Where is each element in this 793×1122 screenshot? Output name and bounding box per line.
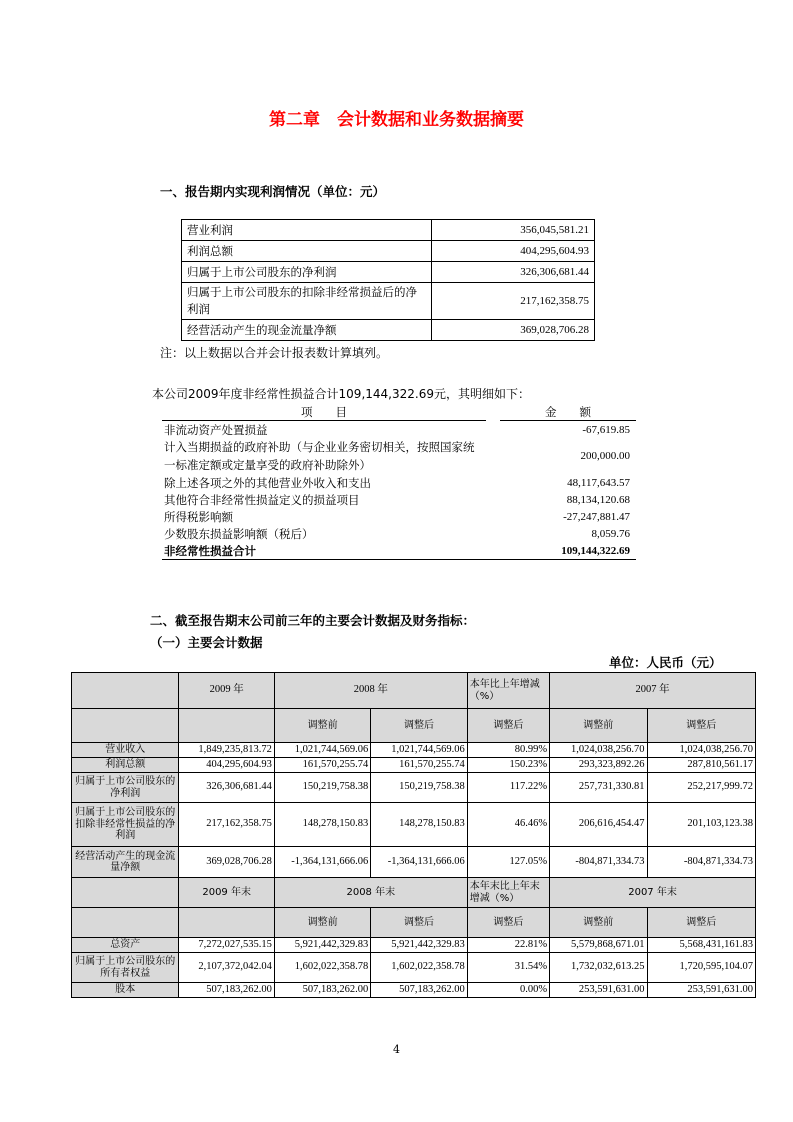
row-label: 归属于上市公司股东的所有者权益 — [72, 953, 179, 983]
row-label: 利润总额 — [182, 241, 432, 262]
table-row — [162, 421, 636, 439]
row-label: 非流动资产处置损益 — [164, 422, 268, 437]
cell: 148,278,150.83 — [371, 803, 467, 847]
col-2007-after: 调整后 — [647, 709, 756, 743]
col-change-after: 调整后 — [467, 908, 549, 938]
table-row — [72, 773, 756, 803]
unit-label: 单位：人民币（元） — [609, 655, 722, 670]
cell: 5,921,442,329.83 — [371, 938, 467, 953]
table-row — [162, 525, 636, 542]
col-2007-before: 调整前 — [550, 709, 647, 743]
cell: -1,364,131,666.06 — [274, 847, 370, 878]
section1-heading: 一、报告期内实现利润情况（单位：元） — [160, 184, 386, 199]
col-amount-header: 金 额 — [500, 403, 636, 421]
section2-heading: 二、截至报告期末公司前三年的主要会计数据及财务指标： — [150, 613, 476, 628]
cell: 161,570,255.74 — [371, 758, 467, 773]
row-label: 所得税影响额 — [164, 509, 233, 524]
col-change-after: 调整后 — [467, 709, 549, 743]
table-subheader-row — [72, 709, 756, 743]
table-row — [72, 938, 756, 953]
section2-subheading: （一）主要会计数据 — [150, 635, 263, 650]
table-row — [162, 438, 636, 474]
cell: 287,810,561.17 — [647, 758, 756, 773]
col-2009-end: 2009 年末 — [179, 878, 274, 908]
row-label: 经营活动产生的现金流量净额 — [72, 847, 179, 878]
page-title: 第二章 会计数据和业务数据摘要 — [269, 110, 524, 130]
section1-note: 注：以上数据以合并会计报表数计算填列。 — [160, 346, 389, 360]
cell: 31.54% — [467, 953, 549, 983]
cell: 148,278,150.83 — [274, 803, 370, 847]
row-value: -67,619.85 — [582, 423, 630, 436]
cell: 5,579,868,671.01 — [550, 938, 647, 953]
table-row — [72, 847, 756, 878]
row-value: 326,306,681.44 — [432, 262, 595, 283]
table-row — [182, 241, 595, 262]
table-row — [162, 491, 636, 508]
cell: 1,732,032,613.25 — [550, 953, 647, 983]
cell: 507,183,262.00 — [371, 983, 467, 998]
row-label: 总资产 — [72, 938, 179, 953]
cell: 253,591,631.00 — [647, 983, 756, 998]
row-label: 营业收入 — [72, 743, 179, 758]
cell: 369,028,706.28 — [179, 847, 274, 878]
row-value: 404,295,604.93 — [432, 241, 595, 262]
accounting-data-table — [71, 672, 756, 998]
row-label: 计入当期损益的政府补助（与企业业务密切相关，按照国家统一标准定额或定量享受的政府补助除外） — [164, 440, 475, 472]
cell: -1,364,131,666.06 — [371, 847, 467, 878]
cell: 507,183,262.00 — [179, 983, 274, 998]
col-2008-before: 调整前 — [274, 908, 370, 938]
row-label: 归属于上市公司股东的扣除非经常性损益的净利润 — [72, 803, 179, 847]
table-header-row — [162, 403, 636, 421]
cell: 257,731,330.81 — [550, 773, 647, 803]
row-value: 200,000.00 — [580, 450, 630, 462]
total-row — [162, 542, 636, 560]
row-value: 369,028,706.28 — [432, 320, 595, 341]
cell: 0.00% — [467, 983, 549, 998]
table-header-row — [72, 673, 756, 709]
cell: 1,849,235,813.72 — [179, 743, 274, 758]
cell: 1,024,038,256.70 — [647, 743, 756, 758]
cell: 404,295,604.93 — [179, 758, 274, 773]
table-row — [162, 474, 636, 491]
table-row — [72, 743, 756, 758]
cell: 206,616,454.47 — [550, 803, 647, 847]
row-label: 经营活动产生的现金流量净额 — [182, 320, 432, 341]
table-row — [182, 220, 595, 241]
col-2007: 2007 年 — [550, 673, 756, 709]
cell: 150,219,758.38 — [371, 773, 467, 803]
cell: 161,570,255.74 — [274, 758, 370, 773]
col-2007-before: 调整前 — [550, 908, 647, 938]
cell: 326,306,681.44 — [179, 773, 274, 803]
page-number: 4 — [393, 1043, 400, 1056]
row-value: 48,117,643.57 — [567, 476, 630, 489]
cell: 80.99% — [467, 743, 549, 758]
row-label: 归属于上市公司股东的净利润 — [72, 773, 179, 803]
col-2009: 2009 年 — [179, 673, 274, 709]
cell: 2,107,372,042.04 — [179, 953, 274, 983]
col-2007-after: 调整后 — [647, 908, 756, 938]
table-row — [162, 508, 636, 525]
row-label: 归属于上市公司股东的净利润 — [182, 262, 432, 283]
row-label: 除上述各项之外的其他营业外收入和支出 — [164, 475, 371, 490]
cell: 22.81% — [467, 938, 549, 953]
col-2007-end: 2007 年末 — [550, 878, 756, 908]
col-change-end: 本年末比上年末增减（%） — [467, 878, 549, 908]
cell: 253,591,631.00 — [550, 983, 647, 998]
table-row — [72, 983, 756, 998]
cell: 293,323,892.26 — [550, 758, 647, 773]
cell: 127.05% — [467, 847, 549, 878]
cell: 1,720,595,104.07 — [647, 953, 756, 983]
col-item-header: 项 目 — [162, 403, 486, 421]
total-value: 109,144,322.69 — [500, 542, 636, 560]
col-2008-end: 2008 年末 — [274, 878, 467, 908]
cell: 1,021,744,569.06 — [371, 743, 467, 758]
col-2008: 2008 年 — [274, 673, 467, 709]
row-label: 其他符合非经常性损益定义的损益项目 — [164, 492, 360, 507]
row-value: 8,059.76 — [591, 527, 630, 540]
row-value: -27,247,881.47 — [563, 510, 630, 523]
row-label: 少数股东损益影响额（税后） — [164, 526, 314, 541]
cell: 150.23% — [467, 758, 549, 773]
row-label: 归属于上市公司股东的扣除非经常损益后的净利润 — [182, 283, 432, 320]
row-value: 88,134,120.68 — [566, 493, 630, 506]
table-header-row — [72, 878, 756, 908]
col-2008-after: 调整后 — [371, 709, 467, 743]
table-subheader-row — [72, 908, 756, 938]
col-change: 本年比上年增减（%） — [467, 673, 549, 709]
profit-table — [181, 219, 595, 341]
cell: 507,183,262.00 — [274, 983, 370, 998]
cell: 252,217,999.72 — [647, 773, 756, 803]
table-row — [72, 953, 756, 983]
cell: 150,219,758.38 — [274, 773, 370, 803]
cell: 5,921,442,329.83 — [274, 938, 370, 953]
cell: 1,602,022,358.78 — [371, 953, 467, 983]
table-row — [72, 803, 756, 847]
cell: 201,103,123.38 — [647, 803, 756, 847]
cell: 117.22% — [467, 773, 549, 803]
table-row — [182, 320, 595, 341]
cell: 217,162,358.75 — [179, 803, 274, 847]
table-row — [182, 262, 595, 283]
cell: -804,871,334.73 — [647, 847, 756, 878]
cell: 1,602,022,358.78 — [274, 953, 370, 983]
cell: 1,021,744,569.06 — [274, 743, 370, 758]
cell: 7,272,027,535.15 — [179, 938, 274, 953]
row-label: 股本 — [72, 983, 179, 998]
table-row — [72, 758, 756, 773]
nonrecurring-intro: 本公司2009年度非经常性损益合计109,144,322.69元，其明细如下： — [152, 387, 530, 401]
cell: -804,871,334.73 — [550, 847, 647, 878]
cell: 5,568,431,161.83 — [647, 938, 756, 953]
col-2008-after: 调整后 — [371, 908, 467, 938]
row-value: 217,162,358.75 — [432, 283, 595, 320]
col-2008-before: 调整前 — [274, 709, 370, 743]
nonrecurring-table — [162, 403, 636, 560]
table-row — [182, 283, 595, 320]
cell: 1,024,038,256.70 — [550, 743, 647, 758]
row-value: 356,045,581.21 — [432, 220, 595, 241]
row-label: 利润总额 — [72, 758, 179, 773]
row-label: 营业利润 — [182, 220, 432, 241]
cell: 46.46% — [467, 803, 549, 847]
total-label: 非经常性损益合计 — [162, 542, 486, 560]
